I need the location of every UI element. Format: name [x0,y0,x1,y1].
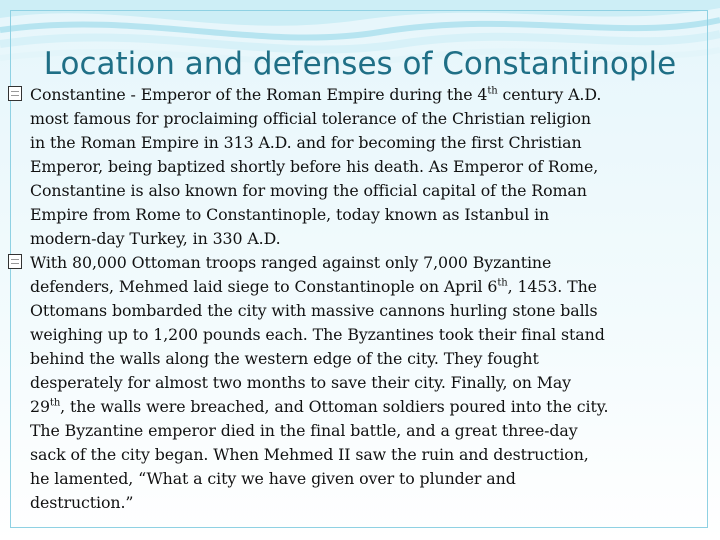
line-text: Ottomans bombarded the city with massive cannons hurling stone balls [30,301,598,320]
bullet-line [30,323,716,347]
line-text: behind the walls along the western edge of the city. They fought [30,349,539,368]
line-text: destruction.” [30,493,134,512]
line-text: sack of the city began. When Mehmed II saw the ruin and destruction, [30,445,589,464]
bullet-text [30,251,716,515]
bullet-line [30,83,716,107]
line-text: 29 [30,397,50,416]
bullet-line [30,227,716,251]
line-text: , 1453. The [507,277,597,296]
bullet-box-icon [8,86,22,101]
bullet-line [30,419,716,443]
bullet-line [30,203,716,227]
bullet-line [30,131,716,155]
bullet-item [8,83,716,251]
line-text: The Byzantine emperor died in the final battle, and a great three-day [30,421,578,440]
line-text: Emperor, being baptized shortly before his death. As Emperor of Rome, [30,157,599,176]
bullet-line [30,251,716,275]
bullet-line [30,179,716,203]
ordinal-suffix: th [49,397,61,409]
line-text: he lamented, “What a city we have given over to plunder and [30,469,516,488]
bullet-line [30,155,716,179]
line-text: , the walls were breached, and Ottoman soldiers poured into the city. [60,397,609,416]
bullet-line [30,491,716,515]
slide-body [8,83,716,515]
bullet-box-icon [8,254,22,269]
bullet-item [8,251,716,515]
line-text: modern-day Turkey, in 330 A.D. [30,229,281,248]
line-text: in the Roman Empire in 313 A.D. and for becoming the first Christian [30,133,582,152]
bullet-line [30,299,716,323]
ordinal-suffix: th [487,85,498,97]
line-text: With 80,000 Ottoman troops ranged against only 7,000 Byzantine [30,253,552,272]
line-text: desperately for almost two months to save their city. Finally, on May [30,373,571,392]
line-text: Constantine - Emperor of the Roman Empire during the 4 [30,85,488,104]
bullet-line [30,107,716,131]
ordinal-suffix: th [497,277,508,289]
line-text: most famous for proclaiming official tolerance of the Christian religion [30,109,592,128]
slide-title: Location and defenses of Constantinople [43,46,677,82]
bullet-text [30,83,716,251]
bullet-line [30,371,716,395]
bullet-line [30,347,716,371]
bullet-line [30,275,716,299]
line-text: Constantine is also known for moving the official capital of the Roman [30,181,587,200]
line-text: weighing up to 1,200 pounds each. The Byzantines took their final stand [30,325,605,344]
line-text: defenders, Mehmed laid siege to Constantinople on April 6 [30,277,498,296]
line-text: century A.D. [497,85,602,104]
bullet-line [30,443,716,467]
bullet-line [30,467,716,491]
bullet-line [30,395,716,419]
line-text: Empire from Rome to Constantinople, today known as Istanbul in [30,205,550,224]
